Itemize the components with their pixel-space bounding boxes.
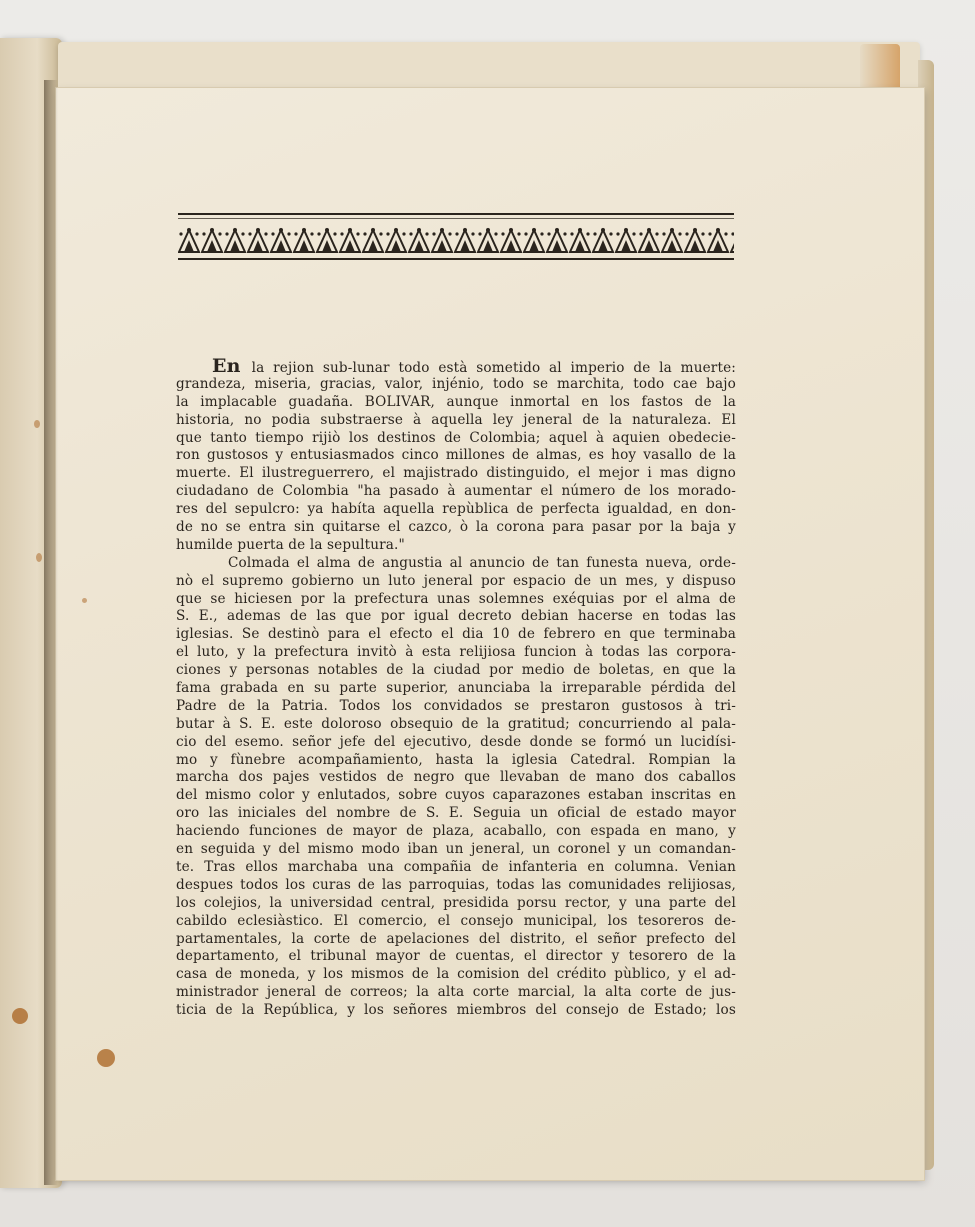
text-line: Padre de la Patria. Todos los convidados se prestaron gustosos à tri- [176, 697, 736, 714]
stain-spot [82, 598, 87, 603]
drop-cap: En [212, 355, 252, 377]
body-text [176, 355, 736, 1020]
stain-spot [97, 1049, 115, 1067]
ornament-bottom-rule [178, 258, 734, 260]
spine-shadow [44, 80, 58, 1185]
text-line: la implacable guadaña. BOLIVAR, aunque inmortal en los fastos de la [176, 393, 736, 410]
text-line: ministrador jeneral de correos; la alta corte marcial, la alta corte de jus- [176, 984, 736, 1001]
text-line: que tanto tiempo rijiò los destinos de Colombia; aquel à aquien obedecie- [176, 429, 736, 446]
text-line: de no se entra sin quitarse el cazco, ò la corona para pasar por la baja y [176, 519, 736, 536]
text-line: cio del esemo. señor jefe del ejecutivo, desde donde se formó un lucidísi- [176, 733, 736, 750]
text-line-body: la rejion sub-lunar todo està sometido al imperio de la muerte: [251, 360, 736, 376]
text-line: butar à S. E. este doloroso obsequio de la gratitud; concurriendo al pala- [176, 715, 736, 732]
text-line: iglesias. Se destinò para el efecto el dia 10 de febrero en que terminaba [176, 626, 736, 643]
text-line [176, 355, 736, 377]
text-line: marcha dos pajes vestidos de negro que llevaban de mano dos caballos [176, 769, 736, 786]
text-line: partamentales, la corte de apelaciones del distrito, el señor prefecto del [176, 930, 736, 947]
text-line: historia, no podia substraerse à aquella ley jeneral de la naturaleza. El [176, 411, 736, 428]
stain-spot [34, 420, 40, 428]
stain-spot [12, 1008, 28, 1024]
text-line: haciendo funciones de mayor de plaza, acaballo, con espada en mano, y [176, 823, 736, 840]
text-line: S. E., ademas de las que por igual decreto debian hacerse en todas las [176, 608, 736, 625]
text-line: ciones y personas notables de la ciudad por medio de boletas, en que la [176, 662, 736, 679]
text-line: el luto, y la prefectura invitò à esta relijiosa funcion à todas las corpora- [176, 644, 736, 661]
text-line: ciudadano de Colombia "ha pasado à aumentar el número de los morado- [176, 483, 736, 500]
text-line: ticia de la República, y los señores miembros del consejo de Estado; los [176, 1002, 736, 1019]
text-line: del mismo color y enlutados, sobre cuyos caparazones estaban inscritas en [176, 787, 736, 804]
text-line: cabildo eclesiàstico. El comercio, el consejo municipal, los tesoreros de- [176, 912, 736, 929]
text-line: nò el supremo gobierno un luto jeneral por espacio de un mes, y dispuso [176, 572, 736, 589]
back-page-corner [860, 44, 900, 94]
text-line: oro las iniciales del nombre de S. E. Seguia un oficial de estado mayor [176, 805, 736, 822]
text-line: casa de moneda, y los mismos de la comision del crédito pùblico, y el ad- [176, 966, 736, 983]
ornament-band [178, 226, 734, 254]
text-line: despues todos los curas de las parroquias, todas las comunidades relijiosas, [176, 876, 736, 893]
ornament-pattern [178, 226, 734, 254]
text-line: en seguida y del mismo modo iban un jeneral, un coronel y un comandan- [176, 841, 736, 858]
text-line: mo y fùnebre acompañamiento, hasta la iglesia Catedral. Rompian la [176, 751, 736, 768]
text-line: te. Tras ellos marchaba una compañia de infanteria en columna. Venian [176, 858, 736, 875]
text-line: ron gustosos y entusiasmados cinco millones de almas, es hoy vasallo de la [176, 447, 736, 464]
text-line: fama grabada en su parte superior, anunciaba la irreparable pérdida del [176, 680, 736, 697]
text-line: Colmada el alma de angustia al anuncio de tan funesta nueva, orde- [228, 554, 736, 571]
text-line: muerte. El ilustreguerrero, el majistrado distinguido, el mejor i mas digno [176, 465, 736, 482]
decorative-headpiece [178, 212, 734, 264]
text-line: departamento, el tribunal mayor de cuentas, el director y tesorero de la [176, 948, 736, 965]
text-line: humilde puerta de la sepultura." [176, 536, 405, 553]
text-line: grandeza, miseria, gracias, valor, injénio, todo se marchita, todo cae bajo [176, 375, 736, 392]
text-line: que se hiciesen por la prefectura unas solemnes exéquias por el alma de [176, 590, 736, 607]
text-line: res del sepulcro: ya habíta aquella repùblica de perfecta igualdad, en don- [176, 501, 736, 518]
text-line: los colejios, la universidad central, presidida porsu rector, y una parte del [176, 894, 736, 911]
ornament-top-rule [178, 213, 734, 215]
stain-spot [36, 553, 42, 562]
ornament-top-rule-thin [178, 218, 734, 219]
